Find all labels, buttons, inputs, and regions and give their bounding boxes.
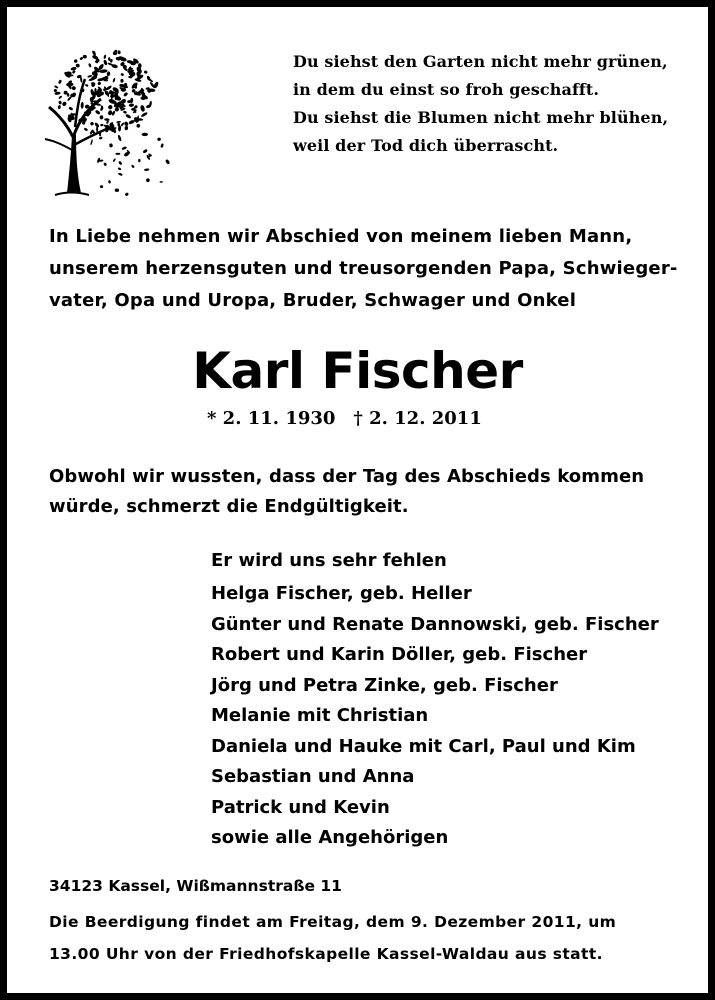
mourner-entry: sowie alle Angehörigen [211,827,449,848]
mourners-heading: Er wird uns sehr fehlen [211,550,447,571]
poem-line: in dem du einst so froh geschafft. [293,80,600,99]
farewell-intro [49,221,681,317]
mourner-entry: Daniela und Hauke mit Carl, Paul und Kim [211,735,636,757]
deceased-name: Karl Fischer [192,342,523,400]
mourner-entry: Melanie mit Christian [211,705,429,726]
mourner-entry: Jörg und Petra Zinke, geb. Fischer [211,674,558,696]
poem-line: weil der Tod dich überrascht. [293,136,559,155]
poem-line: Du siehst die Blumen nicht mehr blühen, [293,108,669,127]
statement-line: Obwohl wir wussten, dass der Tag des Abschieds kommen [49,466,645,487]
mourners-list [211,547,701,854]
mourner-entry: Helga Fischer, geb. Heller [211,583,472,604]
mourner-entry: Robert und Karin Döller, geb. Fischer [211,644,588,665]
mourner-entry: Sebastian und Anna [211,766,415,787]
birth-date: * 2. 11. 1930 [207,408,336,429]
grief-statement [49,462,689,522]
funeral-line: Die Beerdigung findet am Freitag, dem 9. Dezember 2011, um [49,913,617,931]
life-dates [207,403,527,435]
tree-with-falling-leaves-icon [41,35,177,200]
mourner-entry: Patrick und Kevin [211,796,390,818]
family-address: 34123 Kassel, Wißmannstraße 11 [49,877,342,895]
funeral-details [49,906,681,970]
intro-line: In Liebe nehmen wir Abschied von meinem lieben Mann, [49,226,633,247]
mourner-entry: Günter und Renate Dannowski, geb. Fischer [211,613,659,635]
poem-line: Du siehst den Garten nicht mehr grünen, [293,52,668,71]
intro-line: unserem herzensguten und treusorgenden Papa, Schwieger- [49,258,678,279]
memorial-poem [293,48,693,160]
death-date: † 2. 12. 2011 [353,408,482,429]
funeral-line: 13.00 Uhr von der Friedhofskapelle Kassel-Waldau aus statt. [49,945,603,963]
statement-line: würde, schmerzt die Endgültigkeit. [49,496,409,517]
intro-line: vater, Opa und Uropa, Bruder, Schwager und Onkel [49,290,577,311]
